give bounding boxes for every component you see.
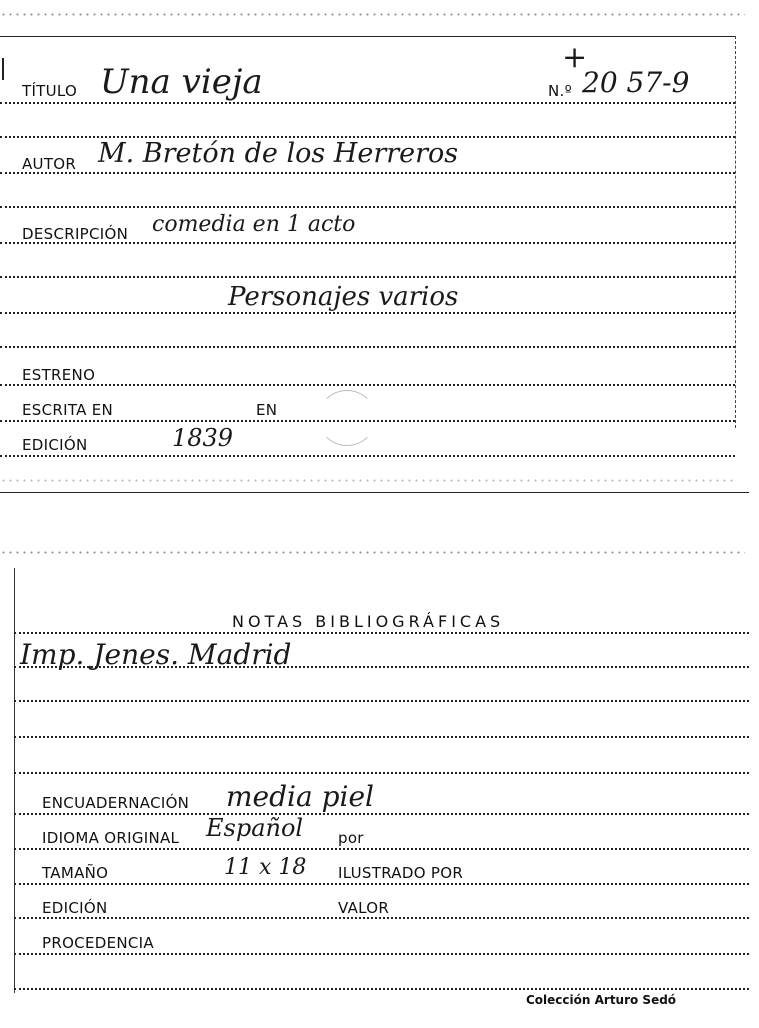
escrita-en-label: ESCRITA EN <box>22 401 114 419</box>
card-separator <box>0 492 749 493</box>
idioma-label: IDIOMA ORIGINAL <box>42 829 180 847</box>
rule-line <box>14 736 749 738</box>
rule-line <box>14 953 749 955</box>
estreno-label: ESTRENO <box>22 366 96 384</box>
tamano-value: 11 x 18 <box>224 855 307 880</box>
card-bottom-edge-noise <box>0 478 735 484</box>
ilustrado-label: ILUSTRADO POR <box>338 864 464 882</box>
rule-line <box>0 312 735 314</box>
notas-heading: NOTAS BIBLIOGRÁFICAS <box>232 612 505 631</box>
numero-label: N.º <box>548 82 572 100</box>
stamp-circle-mark <box>318 390 376 446</box>
card2-top-edge-noise <box>0 550 745 556</box>
edicion-value: 1839 <box>172 424 234 452</box>
collection-footer: Colección Arturo Sedó <box>526 993 677 1007</box>
numero-mark: + <box>562 40 588 75</box>
valor-label: VALOR <box>338 899 390 917</box>
notas-value: Imp. Jenes. Madrid <box>20 638 292 671</box>
autor-value: M. Bretón de los Herreros <box>98 138 459 169</box>
rule-line <box>14 700 749 702</box>
card-top-border <box>0 36 736 37</box>
rule-line <box>0 172 735 174</box>
numero-value: 20 57-9 <box>582 66 690 99</box>
procedencia-label: PROCEDENCIA <box>42 934 154 952</box>
card-right-border <box>735 36 736 428</box>
rule-line <box>14 848 749 850</box>
rule-line <box>14 813 749 815</box>
rule-line <box>14 883 749 885</box>
autor-label: AUTOR <box>22 155 77 173</box>
idioma-value: Español <box>206 814 304 842</box>
rule-line <box>0 346 735 348</box>
descripcion-value: comedia en 1 acto <box>152 212 356 237</box>
edicion2-label: EDICIÓN <box>42 899 108 917</box>
por-label: por <box>338 829 364 847</box>
rule-line <box>0 455 735 457</box>
rule-line <box>0 102 735 104</box>
en-label: EN <box>256 401 278 419</box>
rule-line <box>14 917 749 919</box>
tamano-label: TAMAÑO <box>42 864 109 882</box>
rule-line <box>14 988 749 990</box>
rule-line <box>14 632 749 634</box>
descripcion-value-personajes: Personajes varios <box>228 282 459 312</box>
titulo-value: Una vieja <box>100 62 263 102</box>
descripcion-label: DESCRIPCIÓN <box>22 225 129 243</box>
rule-line <box>0 384 735 386</box>
edicion-label: EDICIÓN <box>22 436 88 454</box>
left-margin-mark <box>2 58 4 80</box>
rule-line <box>14 772 749 774</box>
rule-line <box>0 276 735 278</box>
encuadernacion-label: ENCUADERNACIÓN <box>42 794 190 812</box>
rule-line <box>0 206 735 208</box>
encuadernacion-value: media piel <box>226 780 374 813</box>
card-top-edge-noise <box>0 12 745 18</box>
titulo-label: TÍTULO <box>22 82 78 100</box>
